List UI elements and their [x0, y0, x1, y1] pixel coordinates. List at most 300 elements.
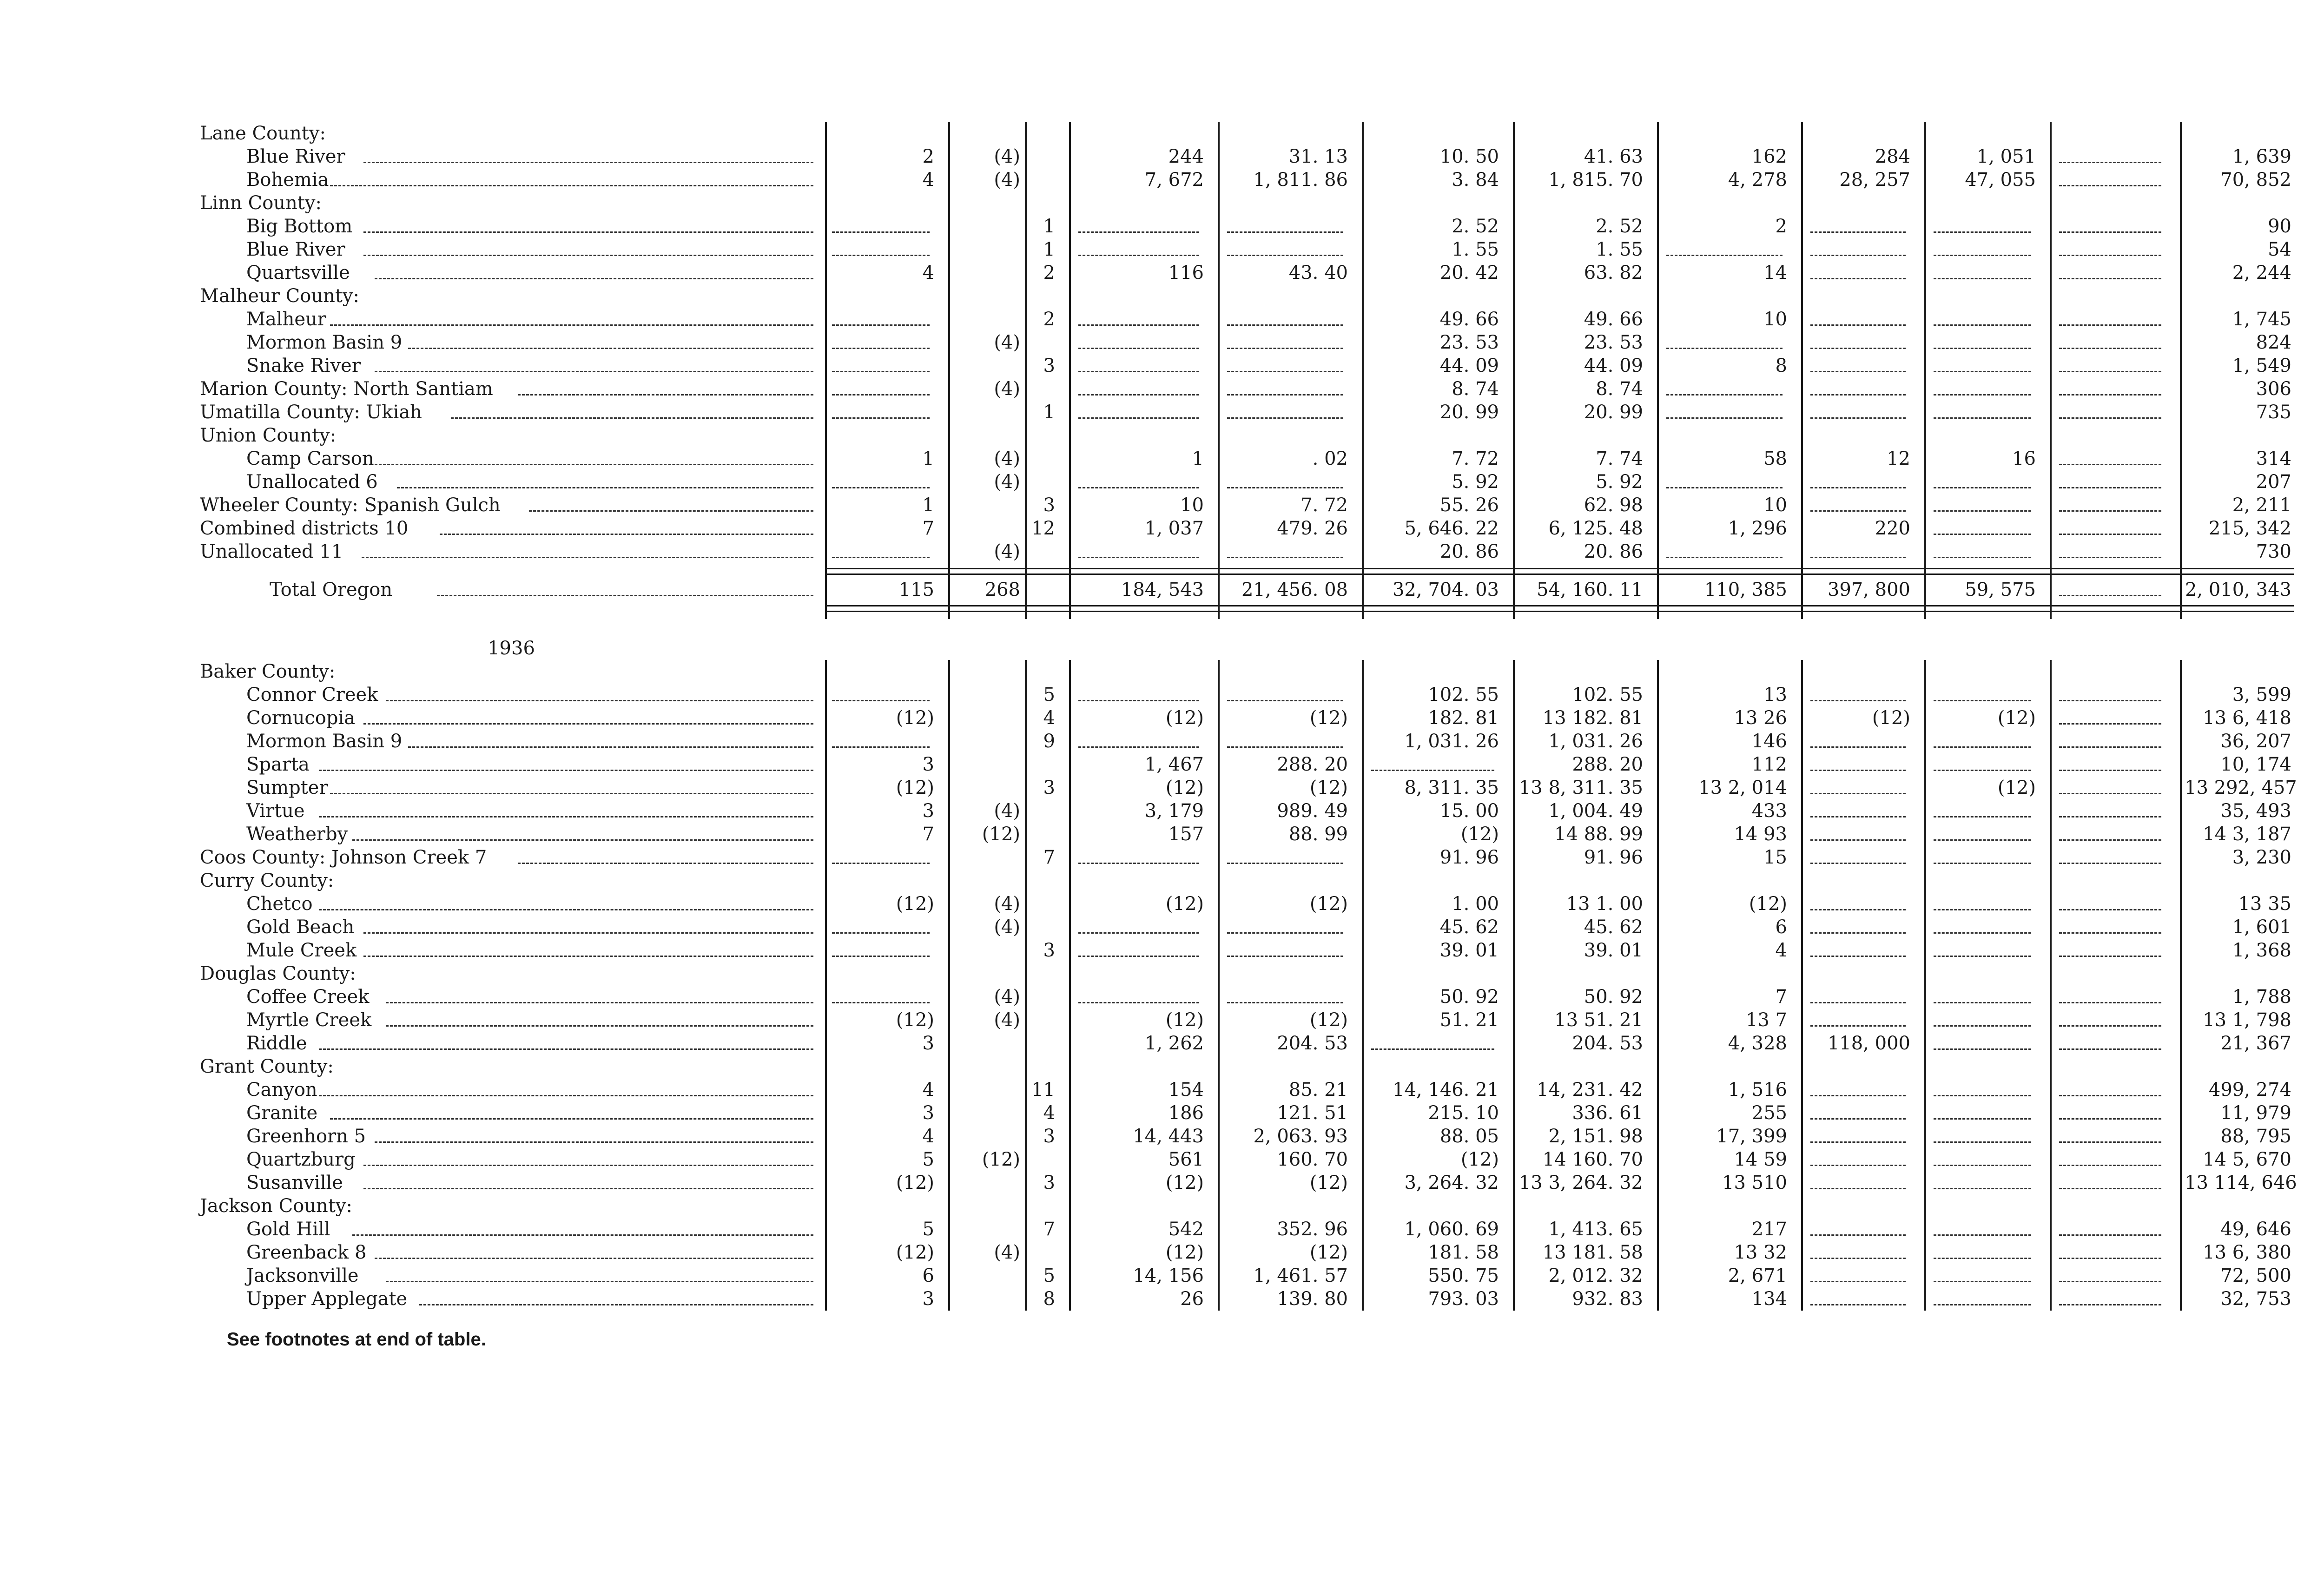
leader-dashes [363, 231, 813, 233]
table-cell: 14 3, 187 [2203, 824, 2291, 845]
table-cell: (12) [1997, 707, 2036, 729]
table-cell: 39. 01 [1439, 940, 1499, 961]
total-cell: 110, 385 [1704, 579, 1787, 600]
table-cell: 217 [1751, 1219, 1787, 1240]
empty-cell-dashes [1078, 324, 1199, 326]
table-cell: 49. 66 [1439, 309, 1499, 330]
leader-dashes [451, 417, 813, 419]
table-cell: 3 [1043, 777, 1055, 798]
empty-cell-dashes [1810, 816, 1906, 817]
table-cell: 1, 549 [2232, 355, 2291, 376]
table-cell: 288. 20 [1277, 754, 1348, 775]
row-label: Chetco [246, 893, 313, 915]
table-cell: 14 59 [1734, 1149, 1787, 1170]
empty-cell-dashes [1934, 746, 2031, 748]
leader-dashes [518, 863, 813, 864]
table-cell: 4 [922, 1079, 934, 1101]
leader-dashes [386, 1025, 813, 1027]
table-cell: 50. 92 [1584, 986, 1643, 1008]
row-label: Weatherby [246, 824, 348, 845]
table-cell: 13 181. 58 [1542, 1242, 1643, 1263]
row-label: Linn County: [200, 192, 322, 214]
empty-cell-dashes [2059, 1188, 2161, 1189]
column-divider [2050, 122, 2052, 619]
leader-dashes [408, 348, 813, 349]
table-cell: 13 35 [2238, 893, 2291, 915]
table-cell: 5 [1043, 1265, 1055, 1286]
empty-cell-dashes [1810, 557, 1906, 558]
table-cell: 7 [1043, 1219, 1055, 1240]
row-label: Myrtle Creek [246, 1009, 372, 1031]
table-cell: 7 [922, 518, 934, 539]
empty-cell-dashes [2059, 746, 2161, 748]
empty-cell-dashes [1078, 394, 1199, 396]
empty-cell-dashes [2059, 371, 2161, 372]
table-cell: 2 [1043, 262, 1055, 283]
leader-dashes [363, 1188, 813, 1189]
table-cell: 1 [1043, 239, 1055, 260]
empty-cell-dashes [2059, 1118, 2161, 1120]
table-cell: 4 [1043, 707, 1055, 729]
empty-cell-dashes [1810, 770, 1906, 771]
empty-cell-dashes [2059, 487, 2161, 488]
table-cell: (12) [982, 824, 1020, 845]
table-cell: 14 [1763, 262, 1787, 283]
table-cell: 58 [1763, 448, 1787, 469]
table-cell: (12) [1309, 1172, 1348, 1193]
empty-cell-dashes [832, 557, 930, 558]
empty-cell-dashes [1934, 510, 2031, 512]
column-divider [1218, 660, 1220, 1311]
table-cell: 20. 42 [1439, 262, 1499, 283]
empty-cell-dashes [1810, 324, 1906, 326]
empty-cell-dashes [1078, 255, 1199, 256]
table-cell: 5. 92 [1596, 471, 1643, 493]
row-label: Canyon [246, 1079, 317, 1101]
leader-dashes [330, 793, 813, 794]
table-cell: (12) [1309, 1009, 1348, 1031]
table-cell: 10 [1763, 309, 1787, 330]
table-cell: 10 [1763, 494, 1787, 516]
empty-cell-dashes [832, 746, 930, 748]
table-cell: 314 [2256, 448, 2291, 469]
empty-cell-dashes [2059, 770, 2161, 771]
table-cell: 1, 051 [1976, 146, 2036, 167]
empty-cell-dashes [1666, 487, 1783, 488]
table-cell: 14, 146. 21 [1392, 1079, 1499, 1101]
table-cell: 11 [1031, 1079, 1055, 1101]
table-cell: 21, 367 [2220, 1033, 2291, 1054]
table-cell: 116 [1168, 262, 1204, 283]
footnote-reference: See footnotes at end of table. [227, 1329, 486, 1350]
table-cell: (4) [994, 448, 1020, 469]
leader-dashes [386, 1002, 813, 1003]
table-cell: 63. 82 [1584, 262, 1643, 283]
empty-cell-dashes [2059, 1281, 2161, 1282]
table-cell: 102. 55 [1428, 684, 1499, 705]
leader-dashes [375, 1141, 813, 1143]
total-rule-bottom-2 [825, 611, 2294, 612]
table-cell: 3 [922, 1102, 934, 1124]
table-cell: 41. 63 [1584, 146, 1643, 167]
empty-cell-dashes [1934, 1095, 2031, 1096]
table-cell: 1, 461. 57 [1253, 1265, 1348, 1286]
column-divider [2180, 660, 2182, 1311]
table-cell: 13 292, 457 [2185, 777, 2297, 798]
total-cell: 268 [984, 579, 1020, 600]
empty-cell-dashes [832, 487, 930, 488]
table-cell: (12) [1165, 893, 1204, 915]
empty-cell-dashes [1810, 1095, 1906, 1096]
table-cell: 1. 00 [1452, 893, 1499, 915]
leader-dashes [330, 324, 813, 326]
table-cell: 16 [2012, 448, 2036, 469]
empty-cell-dashes [1934, 909, 2031, 910]
empty-cell-dashes [1810, 1234, 1906, 1236]
table-cell: 20. 86 [1439, 541, 1499, 562]
empty-cell-dashes [1227, 1002, 1343, 1003]
empty-cell-dashes [1934, 863, 2031, 864]
empty-cell-dashes [1227, 932, 1343, 934]
table-cell: 13 6, 418 [2203, 707, 2291, 729]
empty-cell-dashes [1227, 956, 1343, 957]
empty-cell-dashes [2059, 394, 2161, 396]
table-cell: 14, 231. 42 [1536, 1079, 1643, 1101]
table-cell: 220 [1875, 518, 1910, 539]
table-cell: 5. 92 [1452, 471, 1499, 493]
column-divider [1657, 122, 1659, 619]
empty-cell-dashes [2059, 417, 2161, 419]
table-cell: 88, 795 [2220, 1126, 2291, 1147]
table-cell: 5 [1043, 684, 1055, 705]
table-cell: 2. 52 [1596, 216, 1643, 237]
table-cell: 45. 62 [1439, 916, 1499, 938]
empty-cell-dashes [1934, 1025, 2031, 1027]
row-label: Connor Creek [246, 684, 378, 705]
row-label: Granite [246, 1102, 318, 1124]
row-label: Blue River [246, 146, 345, 167]
empty-cell-dashes [1810, 231, 1906, 233]
table-cell: 13 26 [1734, 707, 1787, 729]
empty-cell-dashes [1078, 746, 1199, 748]
empty-cell-dashes [1934, 956, 2031, 957]
table-cell: 55. 26 [1439, 494, 1499, 516]
leader-dashes [319, 816, 813, 817]
table-cell: 157 [1168, 824, 1204, 845]
empty-cell-dashes [1371, 1048, 1494, 1050]
table-cell: 72, 500 [2220, 1265, 2291, 1286]
table-cell: (4) [994, 1242, 1020, 1263]
table-cell: 8 [1043, 1288, 1055, 1310]
empty-cell-dashes [1078, 231, 1199, 233]
table-cell: 35, 493 [2220, 800, 2291, 822]
row-label: Grant County: [200, 1056, 334, 1077]
row-label: Upper Applegate [246, 1288, 408, 1310]
table-cell: 160. 70 [1277, 1149, 1348, 1170]
empty-cell-dashes [1227, 417, 1343, 419]
empty-cell-dashes [2059, 839, 2161, 841]
empty-cell-dashes [2059, 162, 2161, 163]
table-cell: 288. 20 [1572, 754, 1643, 775]
empty-cell-dashes [1934, 839, 2031, 841]
table-cell: 433 [1751, 800, 1787, 822]
table-cell: 10, 174 [2220, 754, 2291, 775]
table-cell: 1. 55 [1596, 239, 1643, 260]
table-cell: 7 [1775, 986, 1787, 1008]
empty-cell-dashes [1078, 557, 1199, 558]
table-cell: 2, 151. 98 [1548, 1126, 1643, 1147]
table-cell: 1, 037 [1144, 518, 1204, 539]
empty-cell-dashes [832, 394, 930, 396]
leader-dashes [319, 770, 813, 771]
leader-dashes [363, 932, 813, 934]
empty-cell-dashes [832, 956, 930, 957]
empty-cell-dashes [1810, 348, 1906, 349]
empty-cell-dashes [1934, 394, 2031, 396]
empty-cell-dashes [2059, 863, 2161, 864]
table-cell: 88. 05 [1439, 1126, 1499, 1147]
empty-cell-dashes [1810, 394, 1906, 396]
table-cell: 550. 75 [1428, 1265, 1499, 1286]
table-cell: 44. 09 [1584, 355, 1643, 376]
empty-cell-dashes [832, 348, 930, 349]
empty-cell-dashes [2059, 231, 2161, 233]
column-divider [1025, 122, 1027, 619]
table-cell: 7. 72 [1301, 494, 1348, 516]
leader-dashes [352, 839, 813, 841]
table-cell: 11, 979 [2220, 1102, 2291, 1124]
table-cell: 51. 21 [1439, 1009, 1499, 1031]
table-cell: 49, 646 [2220, 1219, 2291, 1240]
empty-cell-dashes [1810, 932, 1906, 934]
table-cell: (12) [1460, 824, 1499, 845]
table-cell: 2, 211 [2232, 494, 2291, 516]
table-cell: 43. 40 [1288, 262, 1348, 283]
table-cell: 31. 13 [1288, 146, 1348, 167]
table-cell: 204. 53 [1572, 1033, 1643, 1054]
row-label: Douglas County: [200, 963, 356, 984]
empty-cell-dashes [832, 324, 930, 326]
table-cell: 1, 031. 26 [1548, 731, 1643, 752]
table-cell: 3 [922, 754, 934, 775]
table-cell: 62. 98 [1584, 494, 1643, 516]
column-divider [825, 122, 827, 619]
empty-cell-dashes [1666, 255, 1783, 256]
empty-cell-dashes [1078, 863, 1199, 864]
table-cell: 1 [922, 494, 934, 516]
table-cell: 50. 92 [1439, 986, 1499, 1008]
column-divider [1362, 660, 1364, 1311]
table-cell: 14, 156 [1133, 1265, 1204, 1286]
row-label: Baker County: [200, 661, 336, 682]
table-cell: 13 1. 00 [1566, 893, 1643, 915]
empty-cell-dashes [2059, 185, 2161, 186]
row-label: Gold Hill [246, 1219, 330, 1240]
empty-cell-dashes [1227, 371, 1343, 372]
table-cell: (4) [994, 800, 1020, 822]
row-label: Wheeler County: Spanish Gulch [200, 494, 501, 516]
table-cell: 3 [922, 1033, 934, 1054]
row-label: Mormon Basin 9 [246, 332, 403, 353]
table-cell: 15. 00 [1439, 800, 1499, 822]
table-cell: 824 [2256, 332, 2291, 353]
table-cell: (12) [1165, 1009, 1204, 1031]
column-divider [1657, 660, 1659, 1311]
total-cell: 184, 543 [1121, 579, 1204, 600]
table-cell: 23. 53 [1584, 332, 1643, 353]
empty-cell-dashes [2059, 510, 2161, 512]
table-cell: 4, 278 [1728, 169, 1787, 191]
empty-cell-dashes [2059, 700, 2161, 701]
empty-cell-dashes [1810, 371, 1906, 372]
table-cell: 2, 244 [2232, 262, 2291, 283]
empty-cell-dashes [1666, 557, 1783, 558]
column-divider [1513, 660, 1515, 1311]
table-cell: 186 [1168, 1102, 1204, 1124]
table-cell: 13 1, 798 [2203, 1009, 2291, 1031]
table-cell: 7, 672 [1144, 169, 1204, 191]
empty-cell-dashes [1227, 557, 1343, 558]
table-cell: 3 [1043, 1126, 1055, 1147]
year-heading-1936: 1936 [488, 638, 535, 659]
table-cell: 255 [1751, 1102, 1787, 1124]
table-cell: 1, 601 [2232, 916, 2291, 938]
total-cell: 54, 160. 11 [1536, 579, 1643, 600]
column-divider [948, 660, 950, 1311]
column-divider [1025, 660, 1027, 1311]
leader-dashes [330, 1118, 813, 1120]
table-cell: 284 [1875, 146, 1910, 167]
table-cell: 1, 413. 65 [1548, 1219, 1643, 1240]
table-cell: 4, 328 [1728, 1033, 1787, 1054]
empty-cell-dashes [2059, 793, 2161, 794]
table-cell: 13 3, 264. 32 [1519, 1172, 1643, 1193]
empty-cell-dashes [1934, 278, 2031, 279]
table-cell: 54 [2268, 239, 2291, 260]
table-cell: (4) [994, 893, 1020, 915]
column-divider [1801, 660, 1803, 1311]
table-cell: (12) [1165, 1172, 1204, 1193]
empty-cell-dashes [1934, 417, 2031, 419]
table-cell: 14 5, 670 [2203, 1149, 2291, 1170]
empty-cell-dashes [2059, 932, 2161, 934]
table-cell: (4) [994, 378, 1020, 400]
row-label: Big Bottom [246, 216, 353, 237]
empty-cell-dashes [1810, 1188, 1906, 1189]
table-cell: 2, 012. 32 [1548, 1265, 1643, 1286]
table-cell: 10. 50 [1439, 146, 1499, 167]
table-cell: 3, 179 [1144, 800, 1204, 822]
table-cell: 3 [922, 800, 934, 822]
table-cell: 182. 81 [1428, 707, 1499, 729]
leader-dashes [363, 723, 813, 725]
table-cell: 1, 060. 69 [1404, 1219, 1499, 1240]
table-cell: 306 [2256, 378, 2291, 400]
table-cell: 499, 274 [2208, 1079, 2291, 1101]
row-label: Jacksonville [246, 1265, 359, 1286]
table-cell: 989. 49 [1277, 800, 1348, 822]
table-cell: 17, 399 [1716, 1126, 1787, 1147]
table-cell: 8. 74 [1596, 378, 1643, 400]
table-cell: 7. 74 [1596, 448, 1643, 469]
table-cell: 730 [2256, 541, 2291, 562]
table-cell: 1, 368 [2232, 940, 2291, 961]
empty-cell-dashes [1810, 1118, 1906, 1120]
empty-cell-dashes [1934, 770, 2031, 771]
table-cell: 12 [1887, 448, 1910, 469]
table-cell: 14 160. 70 [1542, 1149, 1643, 1170]
empty-cell-dashes [2059, 324, 2161, 326]
column-divider [1801, 122, 1803, 619]
table-cell: 8, 311. 35 [1404, 777, 1499, 798]
leader-dashes [375, 278, 813, 279]
table-cell: 2 [1775, 216, 1787, 237]
empty-cell-dashes [832, 417, 930, 419]
empty-cell-dashes [1078, 348, 1199, 349]
leader-dashes [518, 394, 813, 396]
empty-cell-dashes [832, 700, 930, 701]
table-cell: 1, 031. 26 [1404, 731, 1499, 752]
leader-dashes [408, 746, 813, 748]
table-cell: 13 7 [1745, 1009, 1787, 1031]
table-cell: 45. 62 [1584, 916, 1643, 938]
empty-cell-dashes [1810, 1002, 1906, 1003]
empty-cell-dashes [2059, 1234, 2161, 1236]
table-cell: (12) [896, 1009, 934, 1031]
empty-cell-dashes [1934, 371, 2031, 372]
empty-cell-dashes [1078, 487, 1199, 488]
empty-cell-dashes [1934, 816, 2031, 817]
total-cell: 397, 800 [1827, 579, 1910, 600]
empty-cell-dashes [1078, 417, 1199, 419]
row-label: Union County: [200, 425, 337, 446]
leader-dashes [330, 185, 813, 186]
table-cell: 561 [1168, 1149, 1204, 1170]
leader-dashes [362, 557, 813, 558]
empty-cell-dashes [2059, 816, 2161, 817]
table-cell: 204. 53 [1277, 1033, 1348, 1054]
table-cell: 49. 66 [1584, 309, 1643, 330]
empty-cell-dashes [1934, 231, 2031, 233]
total-rule-top-2 [825, 573, 2294, 575]
row-label: Mormon Basin 9 [246, 731, 403, 752]
leader-dashes [319, 1095, 813, 1096]
table-cell: 2, 671 [1728, 1265, 1787, 1286]
empty-cell-dashes [1934, 1002, 2031, 1003]
table-cell: 91. 96 [1584, 847, 1643, 868]
table-cell: 1, 516 [1728, 1079, 1787, 1101]
total-label: Total Oregon [270, 579, 393, 600]
table-cell: 2, 063. 93 [1253, 1126, 1348, 1147]
column-divider [948, 122, 950, 619]
empty-cell-dashes [1810, 1141, 1906, 1143]
empty-cell-dashes [2059, 255, 2161, 256]
table-cell: 139. 80 [1277, 1288, 1348, 1310]
table-cell: 13 182. 81 [1542, 707, 1643, 729]
table-cell: 44. 09 [1439, 355, 1499, 376]
table-cell: (4) [994, 146, 1020, 167]
table-cell: 91. 96 [1439, 847, 1499, 868]
leader-dashes [363, 1165, 813, 1166]
table-cell: 1, 296 [1728, 518, 1787, 539]
table-cell: 102. 55 [1572, 684, 1643, 705]
table-cell: 181. 58 [1428, 1242, 1499, 1263]
empty-cell-dashes [1934, 324, 2031, 326]
table-cell: 2 [1043, 309, 1055, 330]
table-cell: (4) [994, 471, 1020, 493]
table-cell: 1 [1043, 216, 1055, 237]
empty-cell-dashes [1227, 255, 1343, 256]
